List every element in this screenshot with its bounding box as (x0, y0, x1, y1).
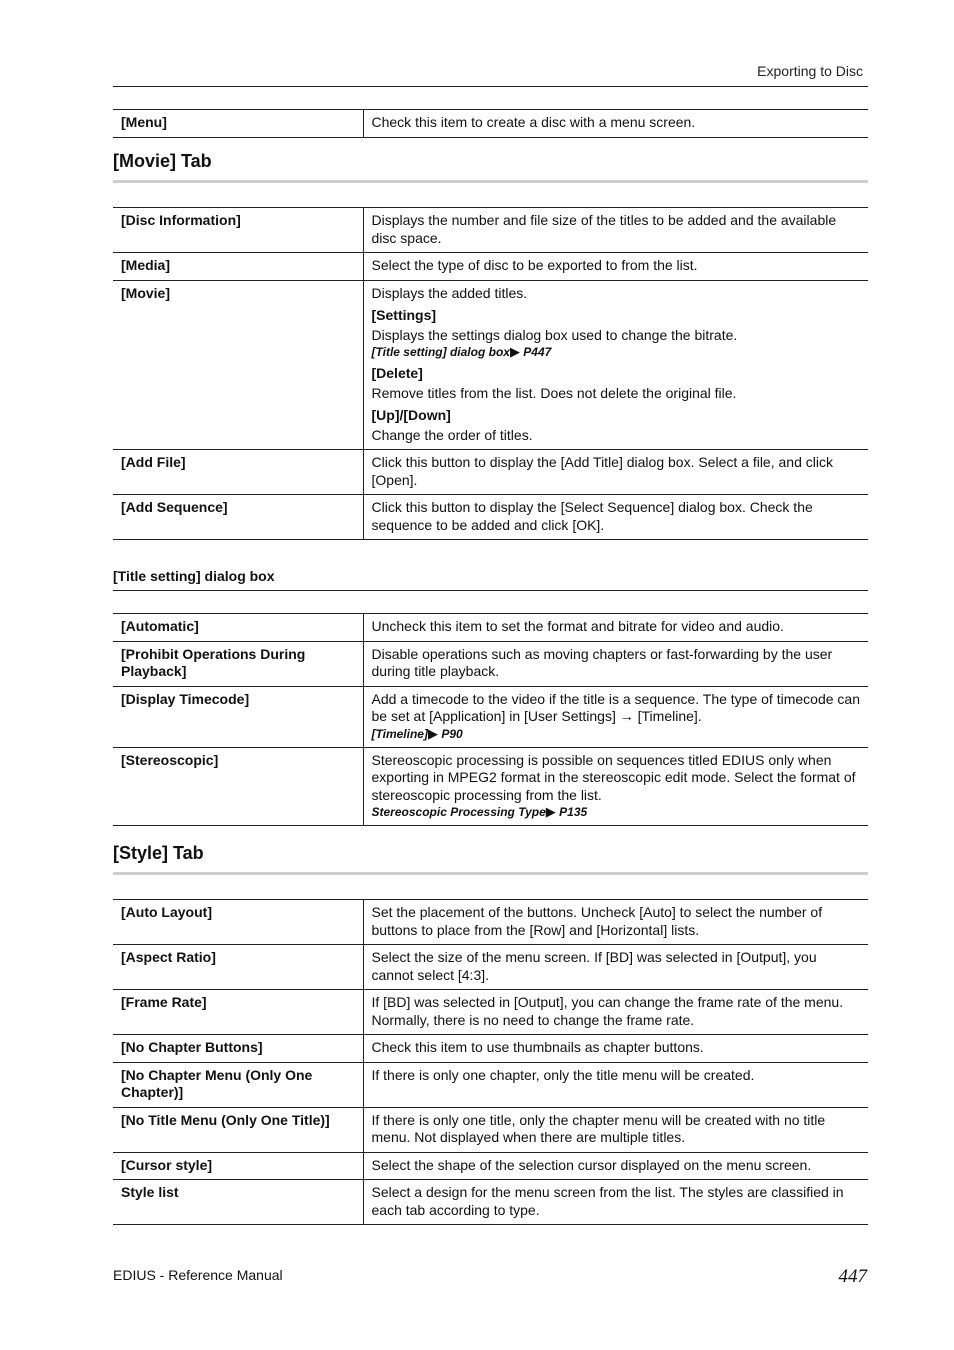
xref-label: [Timeline] (371, 726, 428, 741)
xref-label: Stereoscopic Processing Type (371, 805, 546, 819)
term-cell: [No Chapter Menu (Only One Chapter)] (113, 1062, 363, 1107)
arrow-right-icon: ▶ (545, 804, 556, 819)
delete-label: [Delete] (371, 365, 423, 381)
xref-page: P135 (559, 805, 588, 819)
table-row (113, 1152, 868, 1180)
table-row (113, 686, 868, 747)
table-row (113, 747, 868, 826)
xref-page: P90 (441, 726, 463, 741)
arrow-right-icon: ▶ (509, 344, 520, 359)
header-rule (113, 86, 868, 87)
table-row (113, 990, 868, 1035)
xref-label: [Title setting] dialog box (371, 345, 510, 359)
section-rule (113, 180, 868, 183)
table-row (113, 1035, 868, 1063)
description-cell: Click this button to display the [Add Title] dialog box. Select a file, and click [Open]. (363, 450, 868, 495)
menu-table (113, 109, 868, 138)
table-row (113, 208, 868, 253)
term-cell: [Add File] (113, 450, 363, 495)
subsection-title-title-setting: [Title setting] dialog box (113, 568, 275, 584)
term-cell: [Disc Information] (113, 208, 363, 253)
table-row (113, 253, 868, 281)
section-title-movie-tab: [Movie] Tab (113, 151, 212, 171)
section-rule (113, 872, 868, 875)
running-header: Exporting to Disc (757, 63, 863, 79)
description-cell: Disable operations such as moving chapters or fast-forwarding by the user during title playback. (363, 641, 868, 686)
term-cell: [Prohibit Operations During Playback] (113, 641, 363, 686)
settings-label: [Settings] (371, 307, 437, 323)
settings-text: Displays the settings dialog box used to change the bitrate. (371, 326, 738, 343)
table-row (113, 110, 868, 138)
term-cell: [Cursor style] (113, 1152, 363, 1180)
table-row (113, 1180, 868, 1225)
section-title-style-tab: [Style] Tab (113, 843, 204, 863)
description-cell (363, 686, 868, 747)
arrow-right-icon: ▶ (427, 725, 438, 741)
table-row (113, 945, 868, 990)
description-cell: Select the size of the menu screen. If [BD] was selected in [Output], you cannot select [4:3]. (363, 945, 868, 990)
term-cell: [Aspect Ratio] (113, 945, 363, 990)
table-row (113, 1062, 868, 1107)
table-row (113, 614, 868, 642)
description-cell: Uncheck this item to set the format and bitrate for video and audio. (363, 614, 868, 642)
description-text: Displays the added titles. (371, 284, 528, 301)
updown-text: Change the order of titles. (371, 426, 533, 443)
xref-page: P447 (523, 345, 552, 359)
table-row (113, 641, 868, 686)
description-cell: If there is only one chapter, only the title menu will be created. (363, 1062, 868, 1107)
term-cell: [Media] (113, 253, 363, 281)
subsection-rule (113, 590, 868, 591)
description-cell: Select the shape of the selection cursor displayed on the menu screen. (363, 1152, 868, 1180)
term-cell: [Display Timecode] (113, 686, 363, 747)
table-row (113, 280, 868, 450)
title-setting-table (113, 613, 868, 826)
term-cell: [Menu] (113, 110, 363, 138)
term-cell: [Movie] (113, 280, 363, 450)
term-cell: [Add Sequence] (113, 495, 363, 540)
term-cell: Style list (113, 1180, 363, 1225)
updown-label: [Up]/[Down] (371, 407, 451, 423)
description-text: Add a timecode to the video if the title is a sequence. The type of timecode can be set at [Application] in [User Settings] → [Timeline]. (371, 690, 860, 724)
page-number: 447 (838, 1266, 867, 1287)
description-cell (363, 280, 868, 450)
style-tab-table (113, 899, 868, 1225)
description-cell: Set the placement of the buttons. Uncheck [Auto] to select the number of buttons to place from the [Row] and [Horizontal] lists. (363, 900, 868, 945)
cross-reference-link[interactable] (372, 804, 861, 820)
cross-reference-link[interactable] (372, 344, 861, 360)
table-row (113, 1107, 868, 1152)
term-cell: [Stereoscopic] (113, 747, 363, 826)
table-row (113, 900, 868, 945)
description-text: Stereoscopic processing is possible on sequences titled EDIUS only when exporting in MPEG2 format in the stereoscopic edit mode. Select the format of stereoscopic processing from the list. (371, 751, 856, 803)
term-cell: [Auto Layout] (113, 900, 363, 945)
term-cell: [Automatic] (113, 614, 363, 642)
term-cell: [No Chapter Buttons] (113, 1035, 363, 1063)
description-cell: If there is only one title, only the chapter menu will be created with no title menu. Not displayed when there are multiple titles. (363, 1107, 868, 1152)
description-cell: Select the type of disc to be exported to from the list. (363, 253, 868, 281)
description-cell: Check this item to create a disc with a menu screen. (363, 110, 868, 138)
term-cell: [Frame Rate] (113, 990, 363, 1035)
description-cell: If [BD] was selected in [Output], you can change the frame rate of the menu. Normally, there is no need to change the frame rate. (363, 990, 868, 1035)
movie-tab-table (113, 207, 868, 540)
description-cell (363, 747, 868, 826)
table-row (113, 495, 868, 540)
description-cell: Select a design for the menu screen from the list. The styles are classified in each tab according to type. (363, 1180, 868, 1225)
delete-text: Remove titles from the list. Does not delete the original file. (371, 384, 737, 401)
table-row (113, 450, 868, 495)
term-cell: [No Title Menu (Only One Title)] (113, 1107, 363, 1152)
footer-manual-name: EDIUS - Reference Manual (113, 1267, 283, 1283)
description-cell: Displays the number and file size of the titles to be added and the available disc space. (363, 208, 868, 253)
description-cell: Click this button to display the [Select Sequence] dialog box. Check the sequence to be added and click [OK]. (363, 495, 868, 540)
cross-reference-link[interactable] (372, 726, 861, 742)
description-cell: Check this item to use thumbnails as chapter buttons. (363, 1035, 868, 1063)
